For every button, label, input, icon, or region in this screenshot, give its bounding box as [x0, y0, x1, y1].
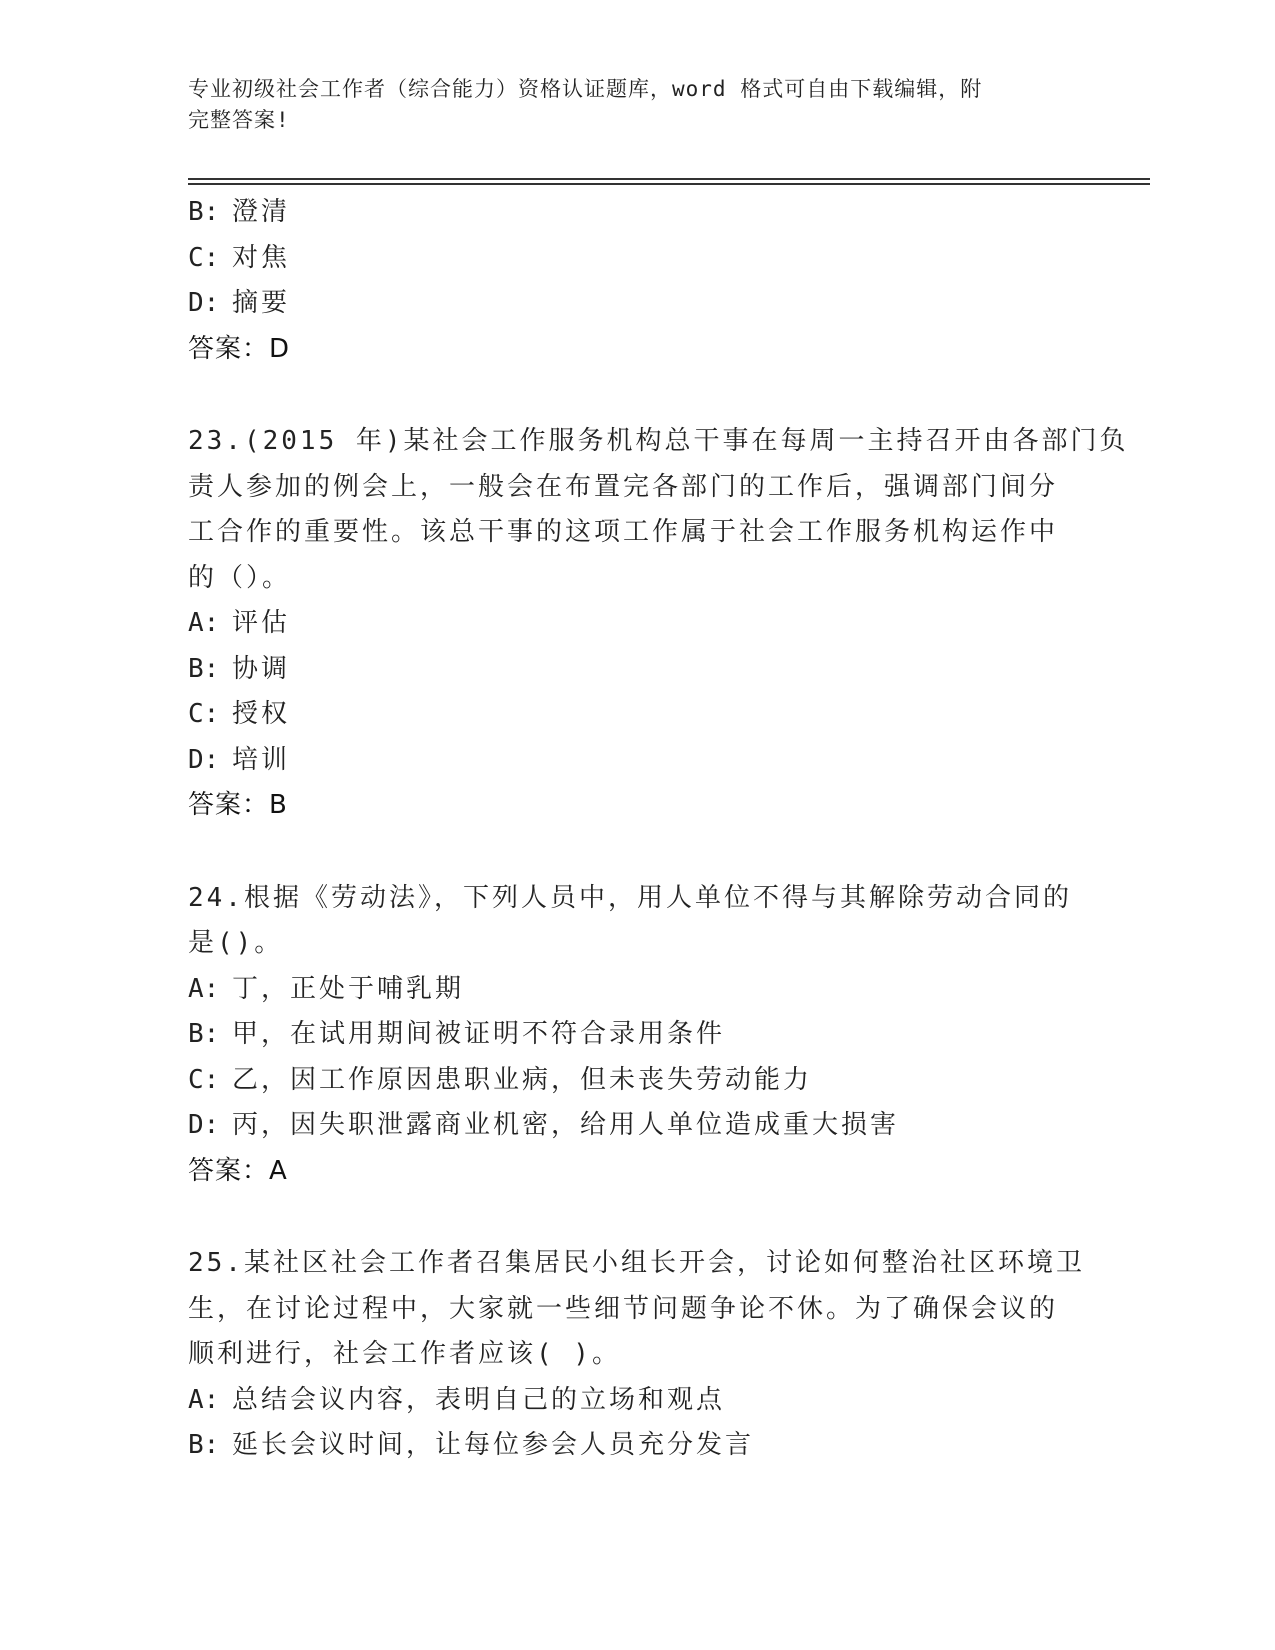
question-25 — [188, 1241, 1088, 1469]
option-c: C: 乙，因工作原因患职业病，但未丧失劳动能力 — [188, 1064, 813, 1095]
question-stem-line: 是()。 — [188, 928, 284, 958]
question-stem-line: 25.某社区社会工作者召集居民小组长开会，讨论如何整治社区环境卫 — [188, 1248, 1085, 1278]
option-b: B: 甲，在试用期间被证明不符合录用条件 — [188, 1019, 726, 1049]
header-line-2: 完整答案! — [188, 108, 290, 132]
option-d: D: 摘要 — [188, 288, 291, 318]
option-b: B: 延长会议时间，让每位参会人员充分发言 — [188, 1430, 755, 1460]
header-divider-bottom — [188, 183, 1150, 185]
header-divider-top — [188, 178, 1150, 180]
option-d: D: 培训 — [188, 744, 291, 775]
question-23 — [188, 419, 1129, 829]
option-b: B: 协调 — [188, 653, 291, 684]
question-stem-line: 24.根据《劳动法》，下列人员中，用人单位不得与其解除劳动合同的 — [188, 882, 1072, 913]
question-22-tail — [188, 190, 1088, 372]
option-a: A: 总结会议内容，表明自己的立场和观点 — [188, 1384, 726, 1415]
question-stem-line: 的（）。 — [188, 562, 292, 593]
question-stem-line: 顺利进行，社会工作者应该( )。 — [188, 1339, 621, 1369]
question-stem-line: 责人参加的例会上，一般会在布置完各部门的工作后，强调部门间分 — [188, 471, 1059, 502]
option-d: D: 丙，因失职泄露商业机密，给用人单位造成重大损害 — [188, 1110, 900, 1140]
question-list — [188, 190, 1129, 1469]
option-a: A: 评估 — [188, 608, 291, 638]
answer-line: 答案：D — [188, 333, 291, 364]
question-stem-line: 23.(2015 年)某社会工作服务机构总干事在每周一主持召开由各部门负 — [188, 426, 1129, 456]
question-stem-line: 生，在讨论过程中，大家就一些细节问题争论不休。为了确保会议的 — [188, 1293, 1059, 1324]
option-a: A: 丁，正处于哺乳期 — [188, 973, 465, 1004]
option-b: B: 澄清 — [188, 197, 291, 227]
question-stem-line: 工合作的重要性。该总干事的这项工作属于社会工作服务机构运作中 — [188, 517, 1059, 547]
option-c: C: 对焦 — [188, 242, 291, 273]
document-header — [188, 74, 1068, 136]
question-24 — [188, 876, 1088, 1195]
answer-line: 答案：B — [188, 790, 288, 820]
answer-line: 答案：A — [188, 1155, 288, 1186]
header-line-1: 专业初级社会工作者（综合能力）资格认证题库，word 格式可自由下载编辑，附 — [188, 77, 983, 101]
option-c: C: 授权 — [188, 699, 291, 729]
